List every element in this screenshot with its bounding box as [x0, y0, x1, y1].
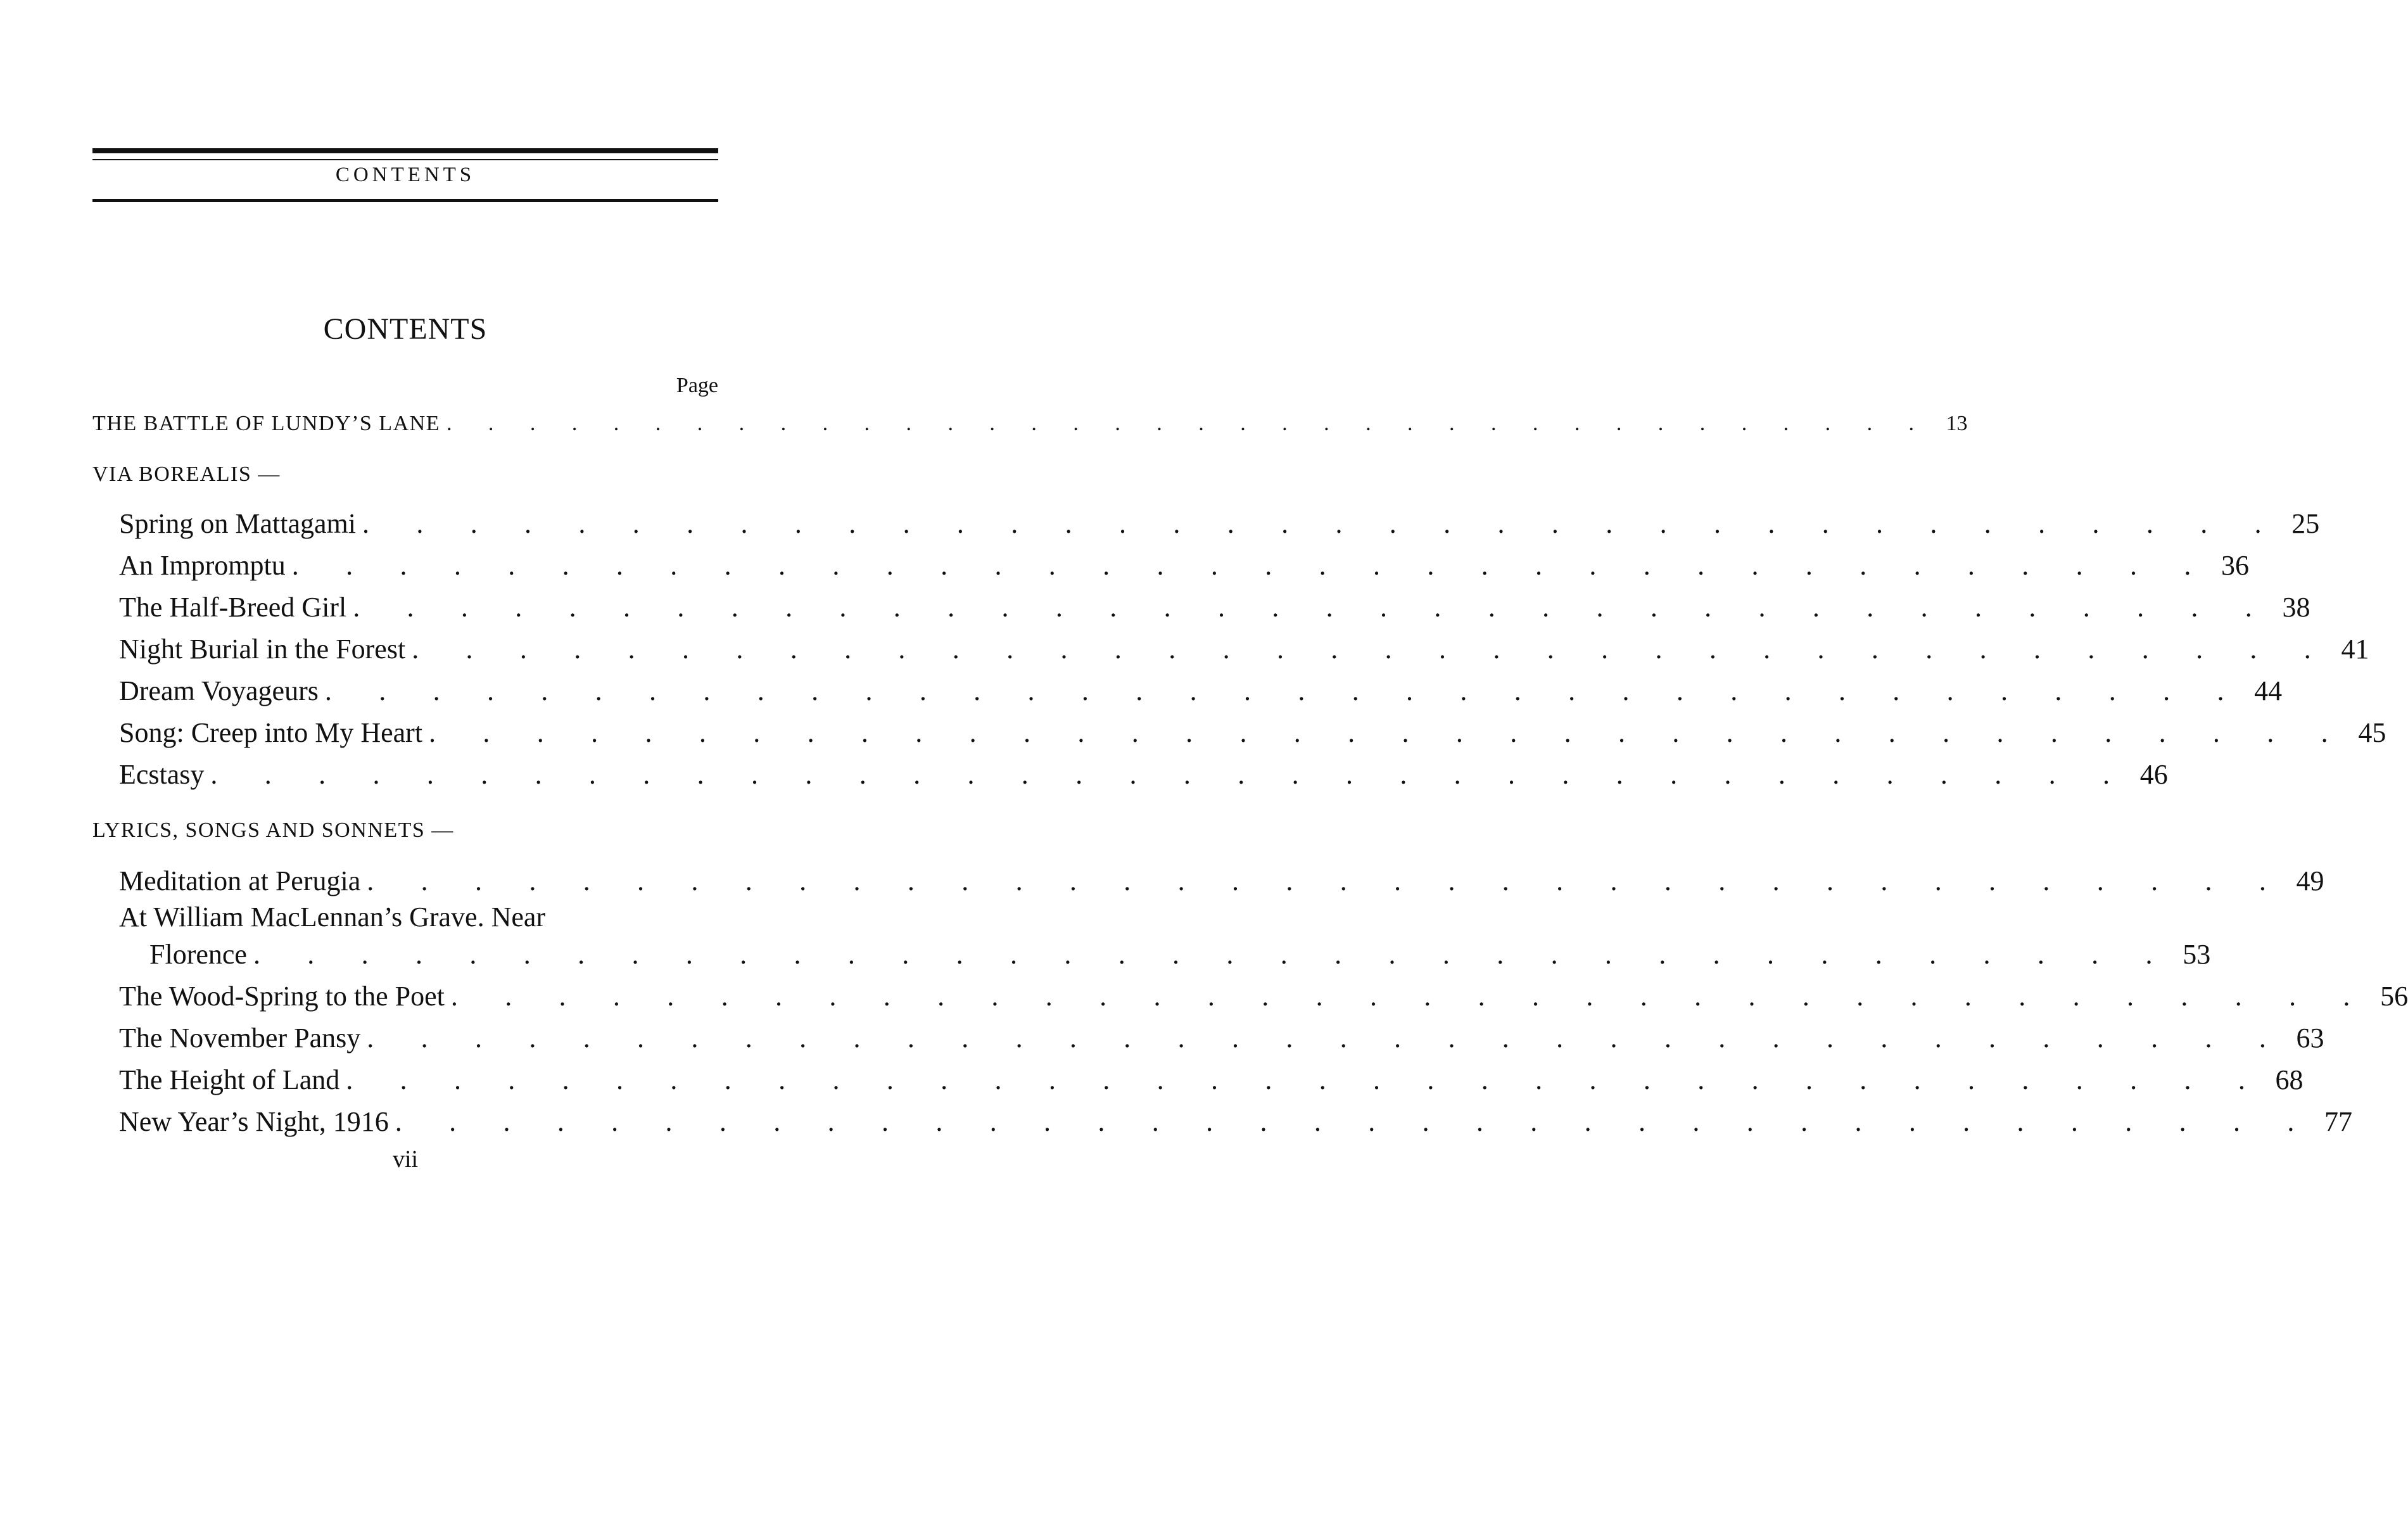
toc-entry [119, 544, 2250, 582]
toc-entry [119, 974, 2408, 1012]
toc-entry-page: 53 [2183, 939, 2211, 970]
toc-entry-page: 68 [2275, 1064, 2303, 1095]
dot-leader: . . . . . . . . . . . . . . . . . . . . . . . . . . . . . . . . . . . . [346, 1064, 2265, 1095]
toc-entry-title: The Half-Breed Girl [119, 592, 347, 623]
header-rule-bottom [92, 199, 718, 202]
toc-entry-page: 56 [2380, 981, 2408, 1012]
toc-entry-title: The Wood-Spring to the Poet [119, 981, 445, 1012]
toc-entry [119, 859, 2324, 897]
dot-leader: . . . . . . . . . . . . . . . . . . . . . . . . . . . . . . . . . . . . [210, 759, 2130, 790]
toc-entry [119, 585, 2310, 623]
dot-leader: . . . . . . . . . . . . . . . . . . . . . . . . . . . . . . . . . . . . [324, 675, 2245, 706]
toc-entry-page: 45 [2358, 717, 2386, 748]
toc-entry [119, 1058, 2303, 1096]
toc-entry-page: 13 [1946, 412, 1968, 435]
toc-entry [119, 753, 2168, 791]
toc-entry [119, 502, 2320, 540]
dot-leader: . . . . . . . . . . . . . . . . . . . . . . . . . . . . . . . . . . . . [395, 1106, 2315, 1137]
page-column-label: Page [676, 374, 718, 397]
toc-entry-title: The Height of Land [119, 1064, 340, 1095]
dot-leader: . . . . . . . . . . . . . . . . . . . . . . . . . . . . . . . . . . . . [367, 865, 2286, 896]
header-rule-thin [92, 159, 718, 160]
section-heading-lyrics: LYRICS, SONGS AND SONNETS — [92, 818, 454, 842]
toc-entry-title: Meditation at Perugia [119, 865, 361, 896]
toc-entry [119, 627, 2369, 665]
toc-entry-page: 49 [2296, 865, 2324, 896]
toc-entry-title: Dream Voyageurs [119, 675, 319, 706]
toc-entry-title-line1: At William MacLennan’s Grave. Near [119, 901, 546, 933]
toc-entry-title-line2: Florence [149, 939, 247, 970]
dot-leader: . . . . . . . . . . . . . . . . . . . . . . . . . . . . . . . . . . . . [367, 1022, 2286, 1054]
toc-entry [119, 1016, 2324, 1054]
page-folio: vii [392, 1146, 419, 1173]
toc-entry-title: The November Pansy [119, 1022, 361, 1054]
toc-entry-title: THE BATTLE OF LUNDY’S LANE [92, 412, 440, 435]
toc-entry [119, 669, 2283, 707]
toc-entry-title: Spring on Mattagami [119, 508, 356, 539]
toc-entry-title: Night Burial in the Forest [119, 633, 406, 665]
dot-leader: . . . . . . . . . . . . . . . . . . . . . . . . . . . . . . . . . . . . [446, 412, 1930, 435]
toc-entry-title: New Year’s Night, 1916 [119, 1106, 389, 1137]
toc-entry-title: An Impromptu [119, 550, 286, 581]
dot-leader: . . . . . . . . . . . . . . . . . . . . . . . . . . . . . . . . . . . . [353, 592, 2272, 623]
toc-entry-title: Ecstasy [119, 759, 205, 790]
toc-entry-page: 63 [2296, 1022, 2324, 1054]
toc-entry [119, 1100, 2353, 1138]
toc-entry-page: 44 [2254, 675, 2283, 706]
toc-entry-page: 38 [2282, 592, 2310, 623]
toc-entry [149, 933, 2211, 971]
toc-entry-page: 46 [2139, 759, 2168, 790]
section-heading-via-borealis: VIA BOREALIS — [92, 462, 281, 486]
dot-leader: . . . . . . . . . . . . . . . . . . . . . . . . . . . . . . . . . . . . [412, 633, 2331, 665]
toc-entry-title: Song: Creep into My Heart [119, 717, 423, 748]
toc-entry-page: 36 [2221, 550, 2250, 581]
toc-entry [119, 711, 2386, 749]
toc-entry-page: 41 [2341, 633, 2369, 665]
running-head: CONTENTS [335, 163, 476, 186]
header-rule-thick [92, 148, 718, 153]
dot-leader: . . . . . . . . . . . . . . . . . . . . . . . . . . . . . . . . . . . . [429, 717, 2348, 748]
toc-entry-page: 77 [2324, 1106, 2353, 1137]
dot-leader: . . . . . . . . . . . . . . . . . . . . . . . . . . . . . . . . . . . . [362, 508, 2282, 539]
dot-leader: . . . . . . . . . . . . . . . . . . . . . . . . . . . . . . . . . . . . [253, 939, 2173, 970]
page-title: CONTENTS [323, 312, 488, 346]
dot-leader: . . . . . . . . . . . . . . . . . . . . . . . . . . . . . . . . . . . . [291, 550, 2212, 581]
toc-entry-page: 25 [2291, 508, 2320, 539]
dot-leader: . . . . . . . . . . . . . . . . . . . . . . . . . . . . . . . . . . . . [450, 981, 2371, 1012]
toc-entry-main [92, 398, 1968, 436]
